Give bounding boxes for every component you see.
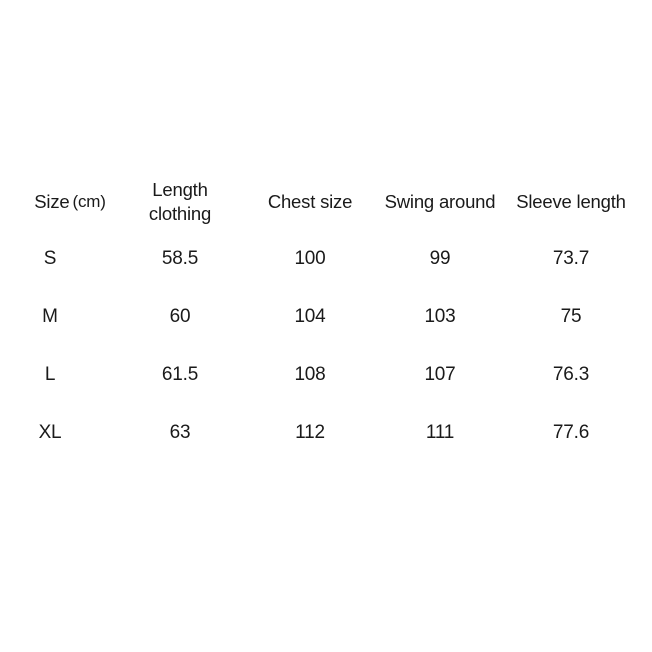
cell-chest: 112 bbox=[295, 422, 325, 443]
header-length-line2: clothing bbox=[148, 203, 212, 224]
cell-length: 63 bbox=[169, 422, 191, 443]
cell-size: XL bbox=[38, 422, 62, 443]
cell-sleeve: 73.7 bbox=[552, 248, 590, 269]
cell-swing: 99 bbox=[429, 248, 451, 269]
table-row bbox=[0, 244, 652, 274]
header-size bbox=[20, 176, 120, 228]
cell-chest: 104 bbox=[294, 306, 326, 327]
cell-sleeve: 76.3 bbox=[552, 364, 590, 385]
header-size-label: Size bbox=[34, 191, 70, 212]
cell-sleeve: 75 bbox=[560, 306, 582, 327]
table-header-row bbox=[0, 176, 652, 228]
cell-size: S bbox=[43, 248, 57, 269]
table-row bbox=[0, 418, 652, 448]
table-row bbox=[0, 302, 652, 332]
header-swing-around: Swing around bbox=[384, 191, 496, 212]
cell-swing: 111 bbox=[425, 422, 455, 443]
cell-swing: 107 bbox=[424, 364, 456, 385]
cell-size: M bbox=[42, 306, 58, 327]
table-row bbox=[0, 360, 652, 390]
cell-length: 58.5 bbox=[161, 248, 199, 269]
header-sleeve-length: Sleeve length bbox=[516, 191, 626, 212]
cell-sleeve: 77.6 bbox=[552, 422, 590, 443]
cell-chest: 108 bbox=[294, 364, 326, 385]
header-length-clothing bbox=[130, 176, 230, 228]
cell-swing: 103 bbox=[424, 306, 456, 327]
cell-length: 60 bbox=[169, 306, 191, 327]
cell-size: L bbox=[44, 364, 56, 385]
header-chest-size: Chest size bbox=[267, 191, 353, 212]
header-length-line1: Length bbox=[152, 179, 208, 200]
header-size-unit: (cm) bbox=[72, 192, 106, 211]
cell-chest: 100 bbox=[294, 248, 326, 269]
cell-length: 61.5 bbox=[161, 364, 199, 385]
